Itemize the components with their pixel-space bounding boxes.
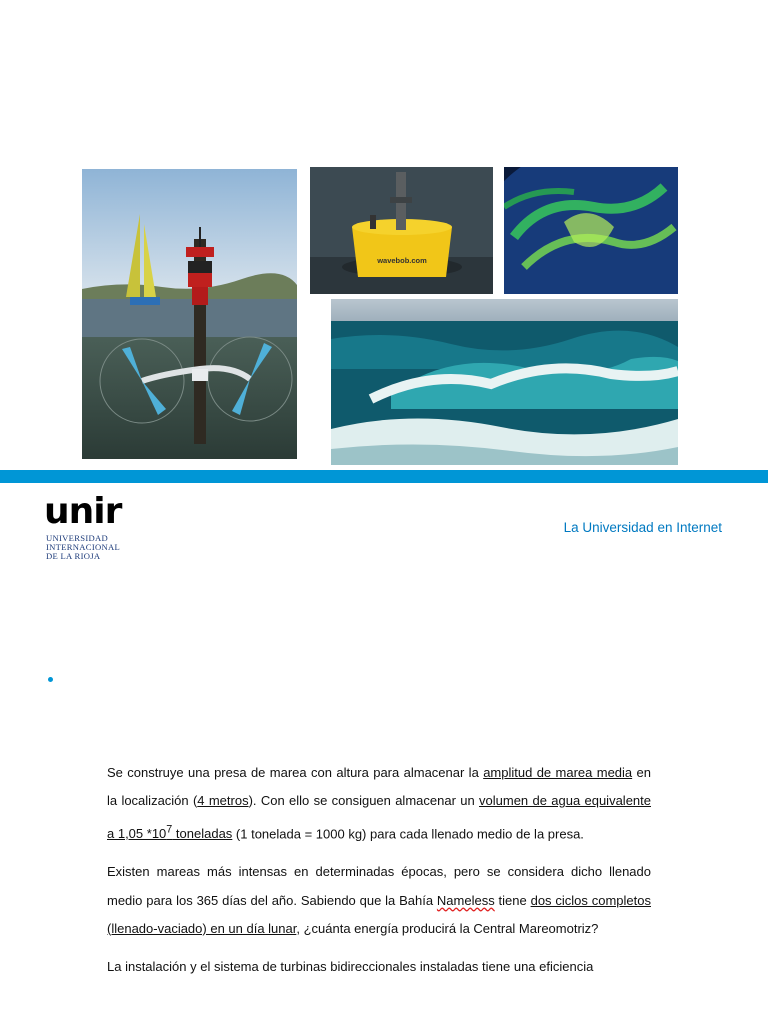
tagline: La Universidad en Internet <box>563 520 722 535</box>
p1-text-2: en la localización ( <box>107 765 651 809</box>
wave-buoy-photo <box>310 167 493 294</box>
tidal-turbine-photo <box>82 169 297 459</box>
logo-line-3: DE LA RIOJA <box>46 551 101 561</box>
p2-underline-1: dos ciclos completos (llenado-vaciado) en un día lunar <box>107 892 651 936</box>
p1-units: toneladas <box>172 825 233 841</box>
p2-text-3: , ¿cuánta energía producirá la Central Mareomotriz? <box>296 920 599 936</box>
p3-text-1: La instalación y el sistema de turbinas bidireccionales instaladas tiene una eficiencia <box>107 959 594 975</box>
p1-text-4: (1 tonelada = 1000 kg) para cada llenado medio de la presa. <box>232 825 584 841</box>
unir-logo[interactable] <box>44 491 154 568</box>
p1-underline-2: 4 metros <box>197 793 249 809</box>
buoy-label: wavebob.com <box>377 256 427 265</box>
p1-volume-text: volumen de agua equivalente a 1,05 *10 <box>107 793 651 841</box>
p2-text-1: Existen mareas más intensas en determinadas épocas, pero se considera dicho llenado medio para los 365 días del año. Sabiendo que la Bahía <box>107 864 651 908</box>
weather-globe-image <box>504 167 678 294</box>
paragraph-3 <box>107 953 651 981</box>
p1-text-1: Se construye una presa de marea con altura para almacenar la <box>107 765 484 780</box>
problem-statement <box>107 759 651 991</box>
p1-text-3: ). Con ello se consiguen almacenar un <box>248 793 480 809</box>
paragraph-1 <box>107 759 651 848</box>
p1-underline-1: amplitud de marea media <box>483 765 633 780</box>
header-accent-bar <box>0 470 768 483</box>
paragraph-2 <box>107 858 651 943</box>
p2-misspelled-word: Nameless <box>436 892 495 908</box>
logo-wordmark: unir <box>44 491 122 532</box>
logo-line-1: UNIVERSIDAD <box>46 533 109 543</box>
ocean-waves-photo <box>331 299 678 465</box>
bullet-marker <box>48 677 53 682</box>
p2-text-2: tiene <box>494 892 531 908</box>
logo-line-2: INTERNACIONAL <box>46 542 121 552</box>
p1-exponent: 7 <box>166 823 173 836</box>
